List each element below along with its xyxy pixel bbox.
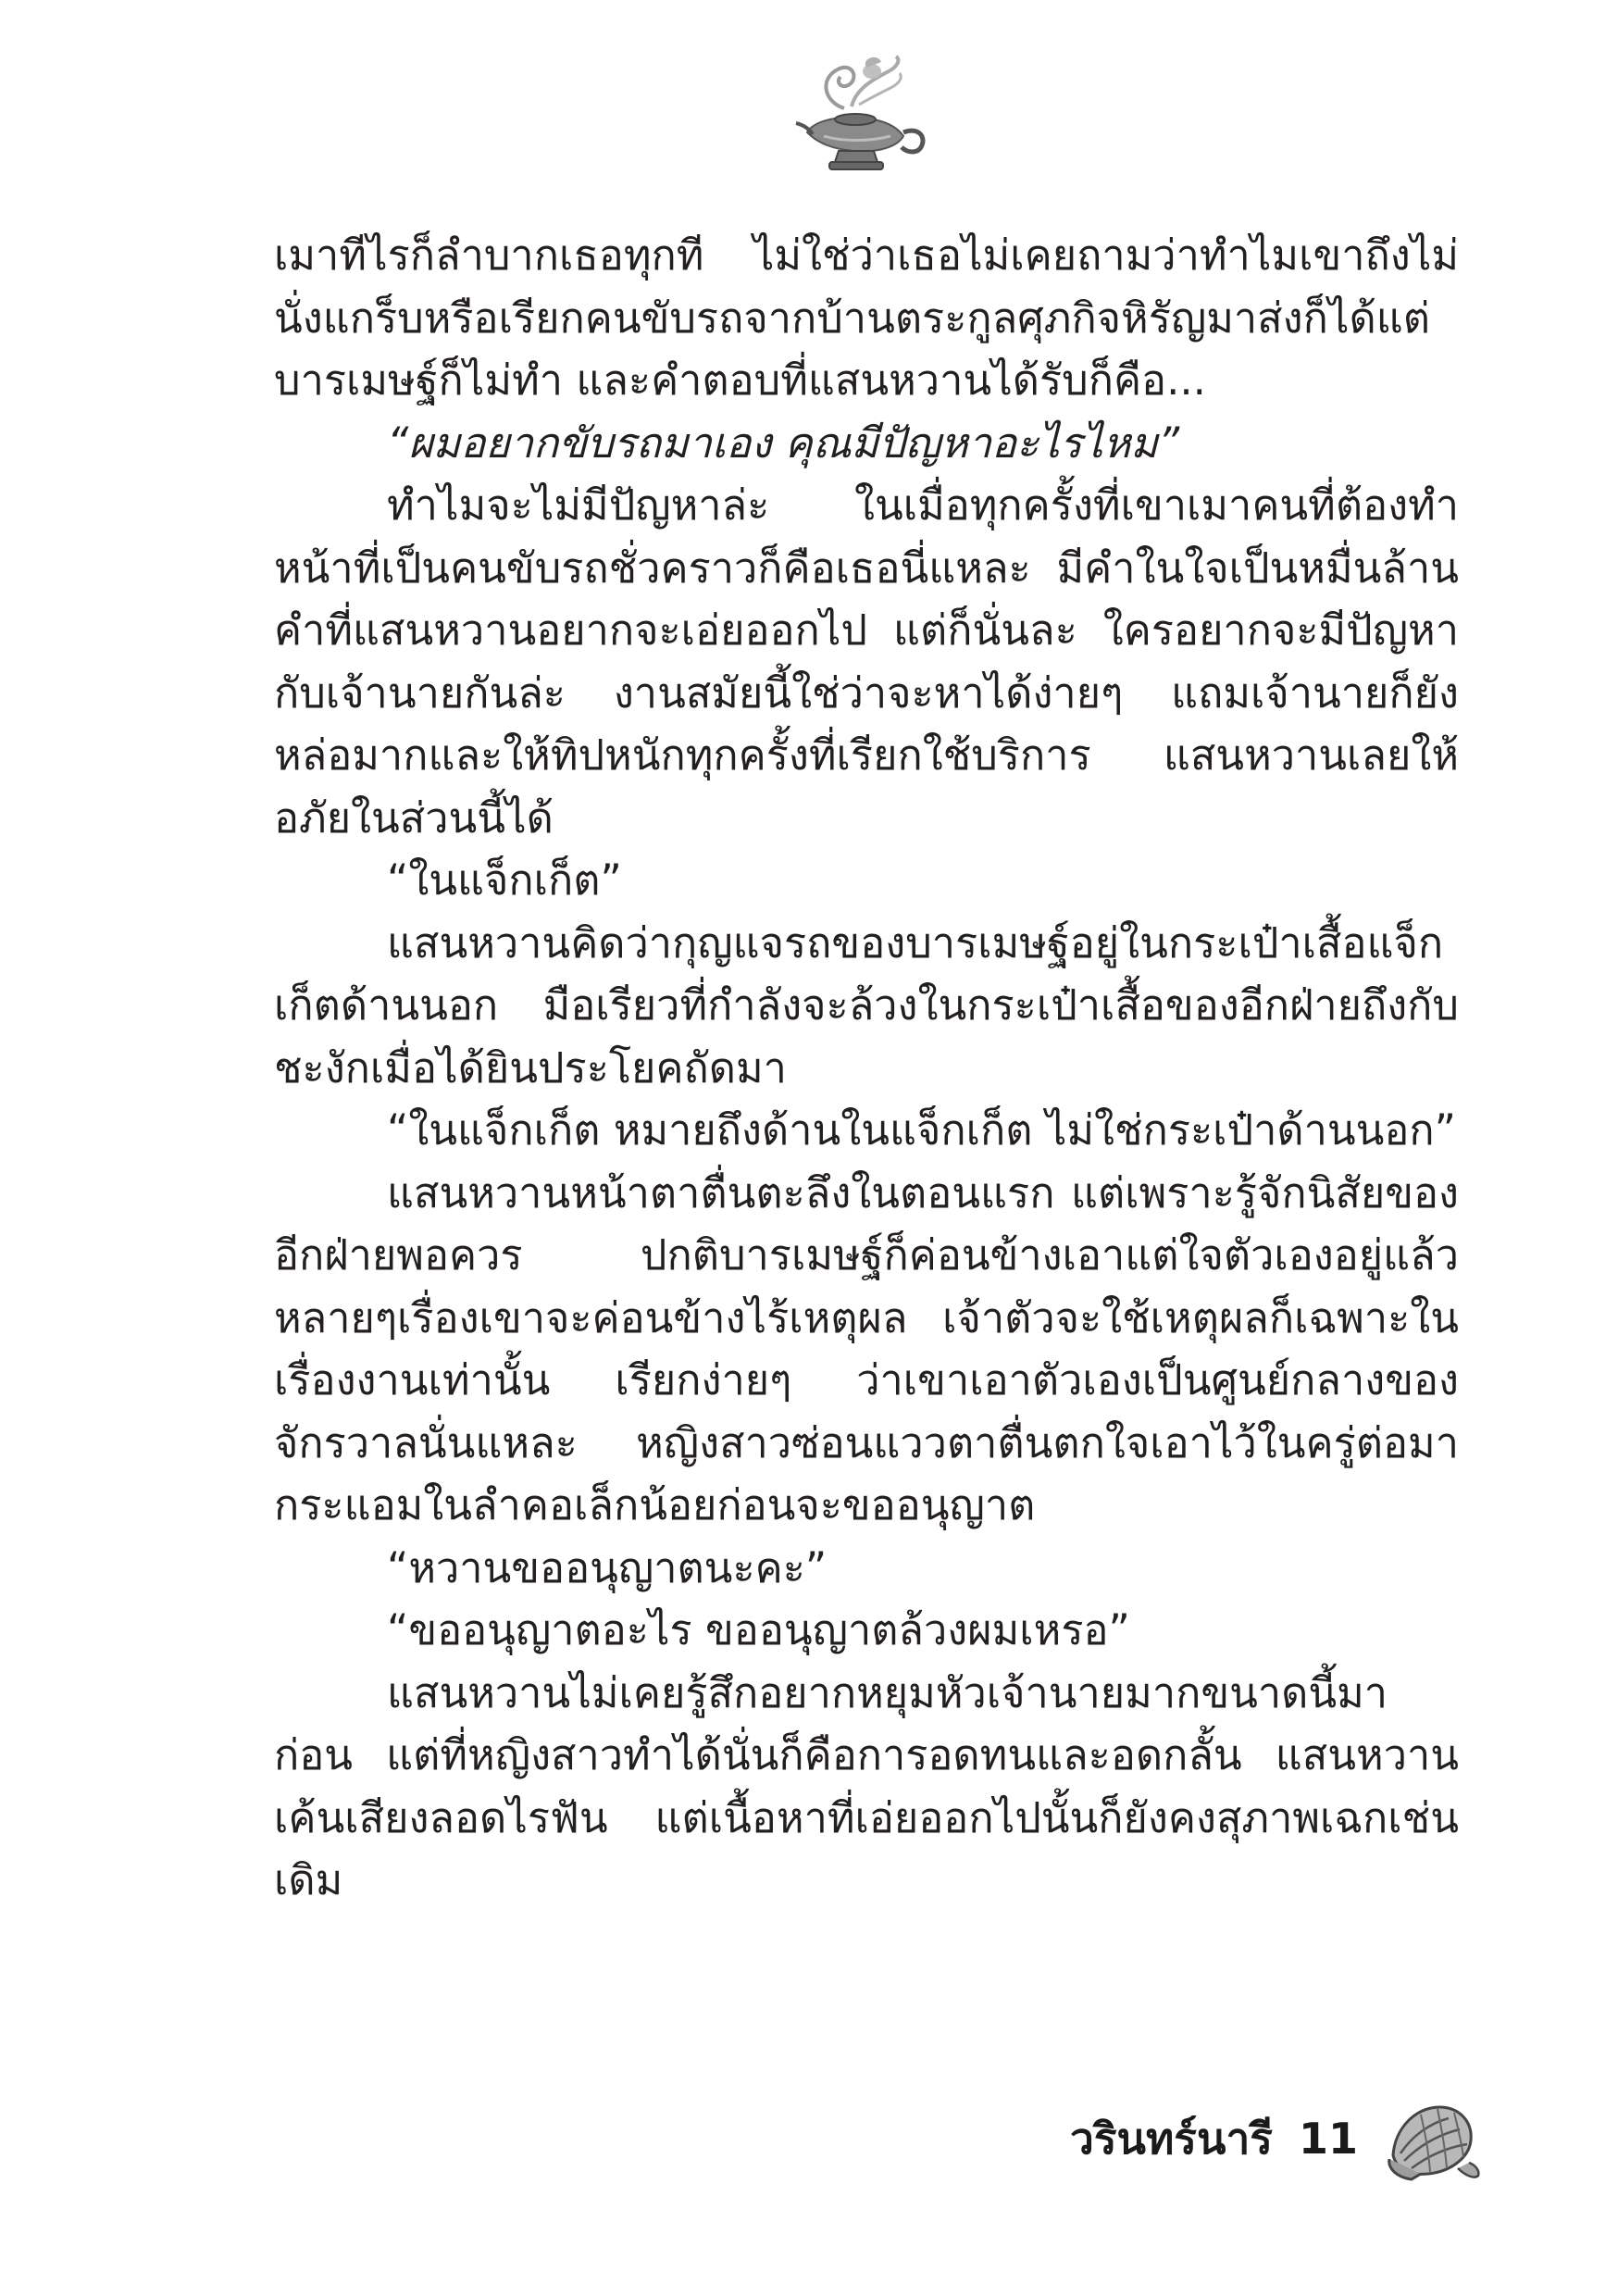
paragraph: “ขออนุญาตอะไร ขออนุญาตล้วงผมเหรอ”	[387, 1605, 1130, 1654]
paragraph: แสนหวานหน้าตาตื่นตะลึงในตอนแรก แต่เพราะรู้จักนิสัยของอีกฝ่ายพอควร ปกติบารเมษฐ์ก็ค่อนข้างเอาแต่ใจตัวเองอยู่แล้ว หลายๆเรื่องเขาจะค่อนข้างไร้เหตุผล เจ้าตัวจะใช้เหตุผลก็เฉพาะในเรื่องงานเท่านั้น เรียกง่ายๆ ว่าเขาเอาตัวเองเป็นศูนย์กลางของจักรวาลนั่นแหละ หญิงสาวซ่อนแววตาตื่นตกใจเอาไว้ในครู่ต่อมา กระแอมในลำคอเล็กน้อยก่อนจะขออนุญาต	[274, 1167, 1459, 1529]
paragraph: แสนหวานไม่เคยรู้สึกอยากหยุมหัวเจ้านายมากขนาดนี้มาก่อน แต่ที่หญิงสาวทำได้นั่นก็คือการอดทนและอดกลั้น แสนหวานเค้นเสียงลอดไรฟัน แต่เนื้อหาที่เอ่ยออกไปนั้นก็ยังคงสุภาพเฉกเช่นเดิม	[274, 1667, 1459, 1904]
book-title: วรินทร์นารี	[1069, 2113, 1273, 2164]
page-body	[274, 224, 1459, 1912]
paragraph: “ในแจ็กเก็ต”	[387, 855, 622, 905]
paragraph: แสนหวานคิดว่ากุญแจรถของบารเมษฐ์อยู่ในกระเป๋าเสื้อแจ็กเก็ตด้านนอก มือเรียวที่กำลังจะล้วงในกระเป๋าเสื้อของอีกฝ่ายถึงกับชะงักเมื่อได้ยินประโยคถัดมา	[274, 917, 1459, 1092]
paragraph: ทำไมจะไม่มีปัญหาล่ะ ในเมื่อทุกครั้งที่เขาเมาคนที่ต้องทำหน้าที่เป็นคนขับรถชั่วคราวก็คือเธอนี่แหละ มีคำในใจเป็นหมื่นล้านคำที่แสนหวานอยากจะเอ่ยออกไป แต่ก็นั่นละ ใครอยากจะมีปัญหากับเจ้านายกันล่ะ งานสมัยนี้ใช่ว่าจะหาได้ง่ายๆ แถมเจ้านายก็ยังหล่อมากและให้ทิปหนักทุกครั้งที่เรียกใช้บริการ แสนหวานเลยให้อภัยในส่วนนี้ได้	[274, 480, 1459, 842]
lamp-genie-icon	[787, 51, 935, 176]
paragraph: เมาทีไรก็ลำบากเธอทุกที ไม่ใช่ว่าเธอไม่เคยถามว่าทำไมเขาถึงไม่นั่งแกร็บหรือเรียกคนขับรถจากบ้านตระกูลศุภกิจหิรัญมาส่งก็ได้แต่บารเมษฐ์ก็ไม่ทำ และคำตอบที่แสนหวานได้รับก็คือ...	[274, 231, 1459, 405]
paragraph: “ในแจ็กเก็ต หมายถึงด้านในแจ็กเก็ต ไม่ใช่กระเป๋าด้านนอก”	[387, 1105, 1456, 1154]
shell-icon	[1384, 2090, 1481, 2188]
page-footer	[1070, 2088, 1481, 2190]
page-number: 11	[1298, 2114, 1358, 2164]
paragraph: “หวานขออนุญาตนะคะ”	[387, 1542, 828, 1592]
paragraph: “ผมอยากขับรถมาเอง คุณมีปัญหาอะไรไหม”	[387, 418, 1180, 468]
